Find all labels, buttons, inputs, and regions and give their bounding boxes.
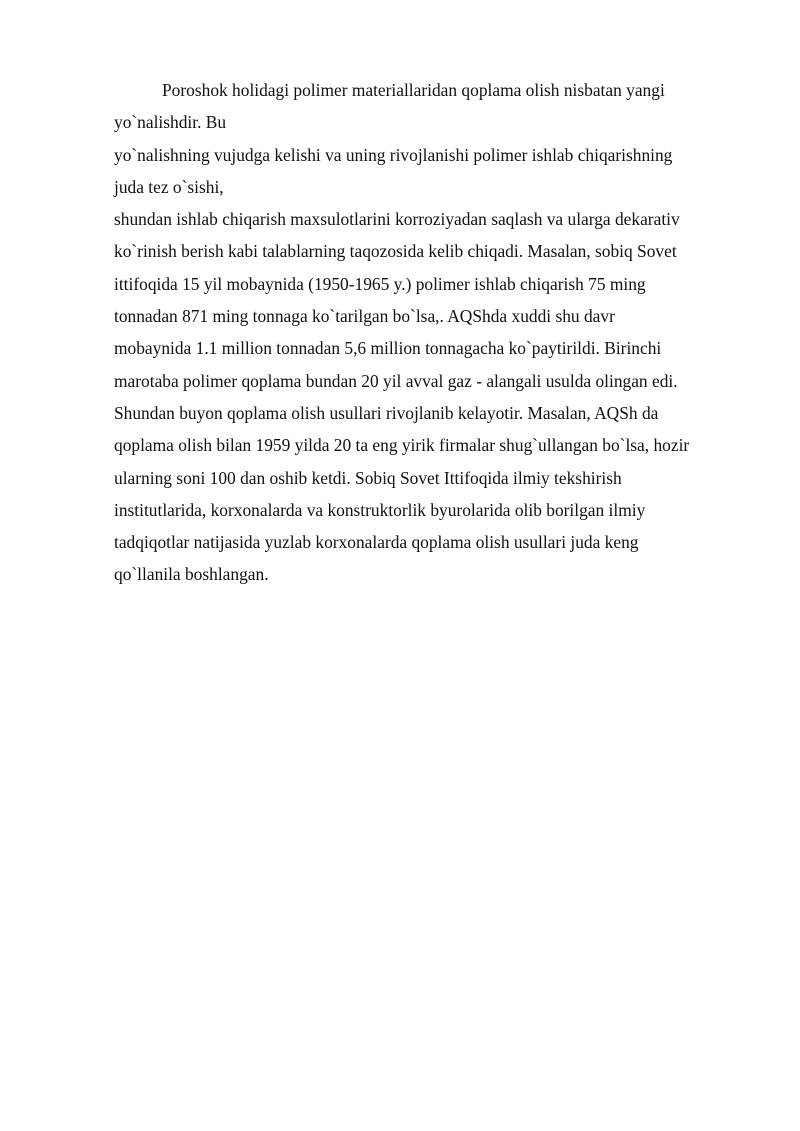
text-line: juda tez o`sishi, [114,176,224,197]
text-line: Shundan buyon qoplama olish usullari rivojlanib kelayotir. Masalan, AQSh da [114,402,659,423]
text-line: qo`llanila boshlangan. [114,564,269,585]
text-line: ko`rinish berish kabi talablarning taqozosida kelib chiqadi. Masalan, sobiq Sovet [114,241,677,262]
text-line: ularning soni 100 dan oshib ketdi. Sobiq Sovet Ittifoqida ilmiy tekshirish [114,467,622,488]
text-line: shundan ishlab chiqarish maxsulotlarini korroziyadan saqlash va ularga dekarativ [114,209,680,230]
text-line: marotaba polimer qoplama bundan 20 yil avval gaz - alangali usulda olingan edi. [114,370,678,391]
text-line: mobaynida 1.1 million tonnadan 5,6 million tonnagacha ko`paytirildi. Birinchi [114,338,662,359]
text-line: tonnadan 871 ming tonnaga ko`tarilgan bo`lsa,. AQShda xuddi shu davr [114,306,615,327]
text-line: tadqiqotlar natijasida yuzlab korxonalarda qoplama olish usullari juda keng [114,532,639,553]
text-line: yo`nalishning vujudga kelishi va uning rivojlanishi polimer ishlab chiqarishning [114,144,673,165]
text-line: ittifoqida 15 yil mobaynida (1950-1965 y.) polimer ishlab chiqarish 75 ming [114,273,646,294]
body-paragraph [114,74,754,591]
text-line: institutlarida, korxonalarda va konstruktorlik byurolarida olib borilgan ilmiy [114,499,646,520]
text-line: yo`nalishdir. Bu [114,112,227,133]
text-line: Poroshok holidagi polimer materiallaridan qoplama olish nisbatan yangi [162,80,665,100]
text-line: qoplama olish bilan 1959 yilda 20 ta eng yirik firmalar shug`ullangan bo`lsa, hozir [114,435,690,456]
